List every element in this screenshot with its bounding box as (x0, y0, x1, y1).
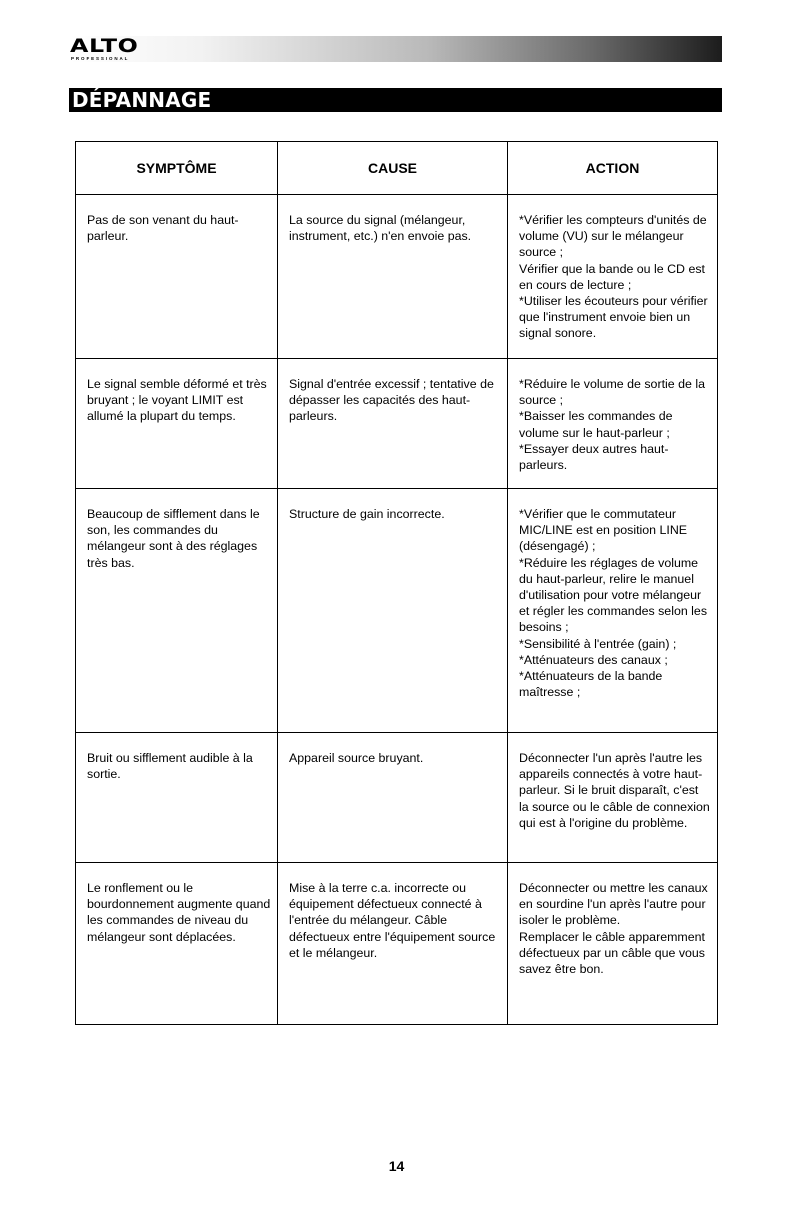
column-header-symptom: SYMPTÔME (76, 142, 278, 195)
symptom-cell: Le signal semble déformé et très bruyant ; le voyant LIMIT est allumé la plupart du temps. (76, 359, 278, 489)
table-row (76, 863, 718, 1025)
table-row (76, 733, 718, 863)
symptom-cell: Beaucoup de sifflement dans le son, les commandes du mélangeur sont à des réglages très bas. (76, 489, 278, 733)
logo-subtext: PROFESSIONAL (71, 56, 130, 61)
cause-cell: Structure de gain incorrecte. (278, 489, 508, 733)
symptom-cell: Pas de son venant du haut-parleur. (76, 195, 278, 359)
action-cell: *Réduire le volume de sortie de la source ; *Baisser les commandes de volume sur le haut-parleur ; *Essayer deux autres haut-parleurs. (508, 359, 718, 489)
section-title-bar (69, 88, 722, 112)
action-cell: *Vérifier les compteurs d'unités de volume (VU) sur le mélangeur source ; Vérifier que la bande ou le CD est en cours de lecture ; *Utiliser les écouteurs pour vérifier que l'instrument envoie bien un signal sonore. (508, 195, 718, 359)
cause-cell: Mise à la terre c.a. incorrecte ou équipement défectueux connecté à l'entrée du mélangeur. Câble défectueux entre l'équipement source et le mélangeur. (278, 863, 508, 1025)
logo-text: ALTO (70, 35, 139, 57)
column-header-cause: CAUSE (278, 142, 508, 195)
header-gradient-bar (70, 36, 722, 62)
table-row (76, 359, 718, 489)
table-header-row (76, 142, 718, 195)
page-number: 14 (388, 1158, 405, 1174)
action-cell: Déconnecter l'un après l'autre les appareils connectés à votre haut-parleur. Si le bruit disparaît, c'est la source ou le câble de connexion qui est à l'origine du problème. (508, 733, 718, 863)
cause-cell: Appareil source bruyant. (278, 733, 508, 863)
cause-cell: La source du signal (mélangeur, instrument, etc.) n'en envoie pas. (278, 195, 508, 359)
column-header-action: ACTION (508, 142, 718, 195)
section-title: DÉPANNAGE (72, 88, 212, 112)
action-cell: *Vérifier que le commutateur MIC/LINE est en position LINE (désengagé) ; *Réduire les réglages de volume du haut-parleur, relire le manuel d'utilisation pour votre mélangeur et régler les commandes selon les besoins ; *Sensibilité à l'entrée (gain) ; *Atténuateurs des canaux ; *Atténuateurs de la bande maîtresse ; (508, 489, 718, 733)
symptom-cell: Le ronflement ou le bourdonnement augmente quand les commandes de niveau du mélangeur sont déplacées. (76, 863, 278, 1025)
troubleshooting-table (75, 141, 718, 1025)
cause-cell: Signal d'entrée excessif ; tentative de dépasser les capacités des haut-parleurs. (278, 359, 508, 489)
alto-logo (70, 35, 142, 62)
table-row (76, 489, 718, 733)
symptom-cell: Bruit ou sifflement audible à la sortie. (76, 733, 278, 863)
action-cell: Déconnecter ou mettre les canaux en sourdine l'un après l'autre pour isoler le problème. Remplacer le câble apparemment défectueux par un câble que vous savez être bon. (508, 863, 718, 1025)
table-row (76, 195, 718, 359)
